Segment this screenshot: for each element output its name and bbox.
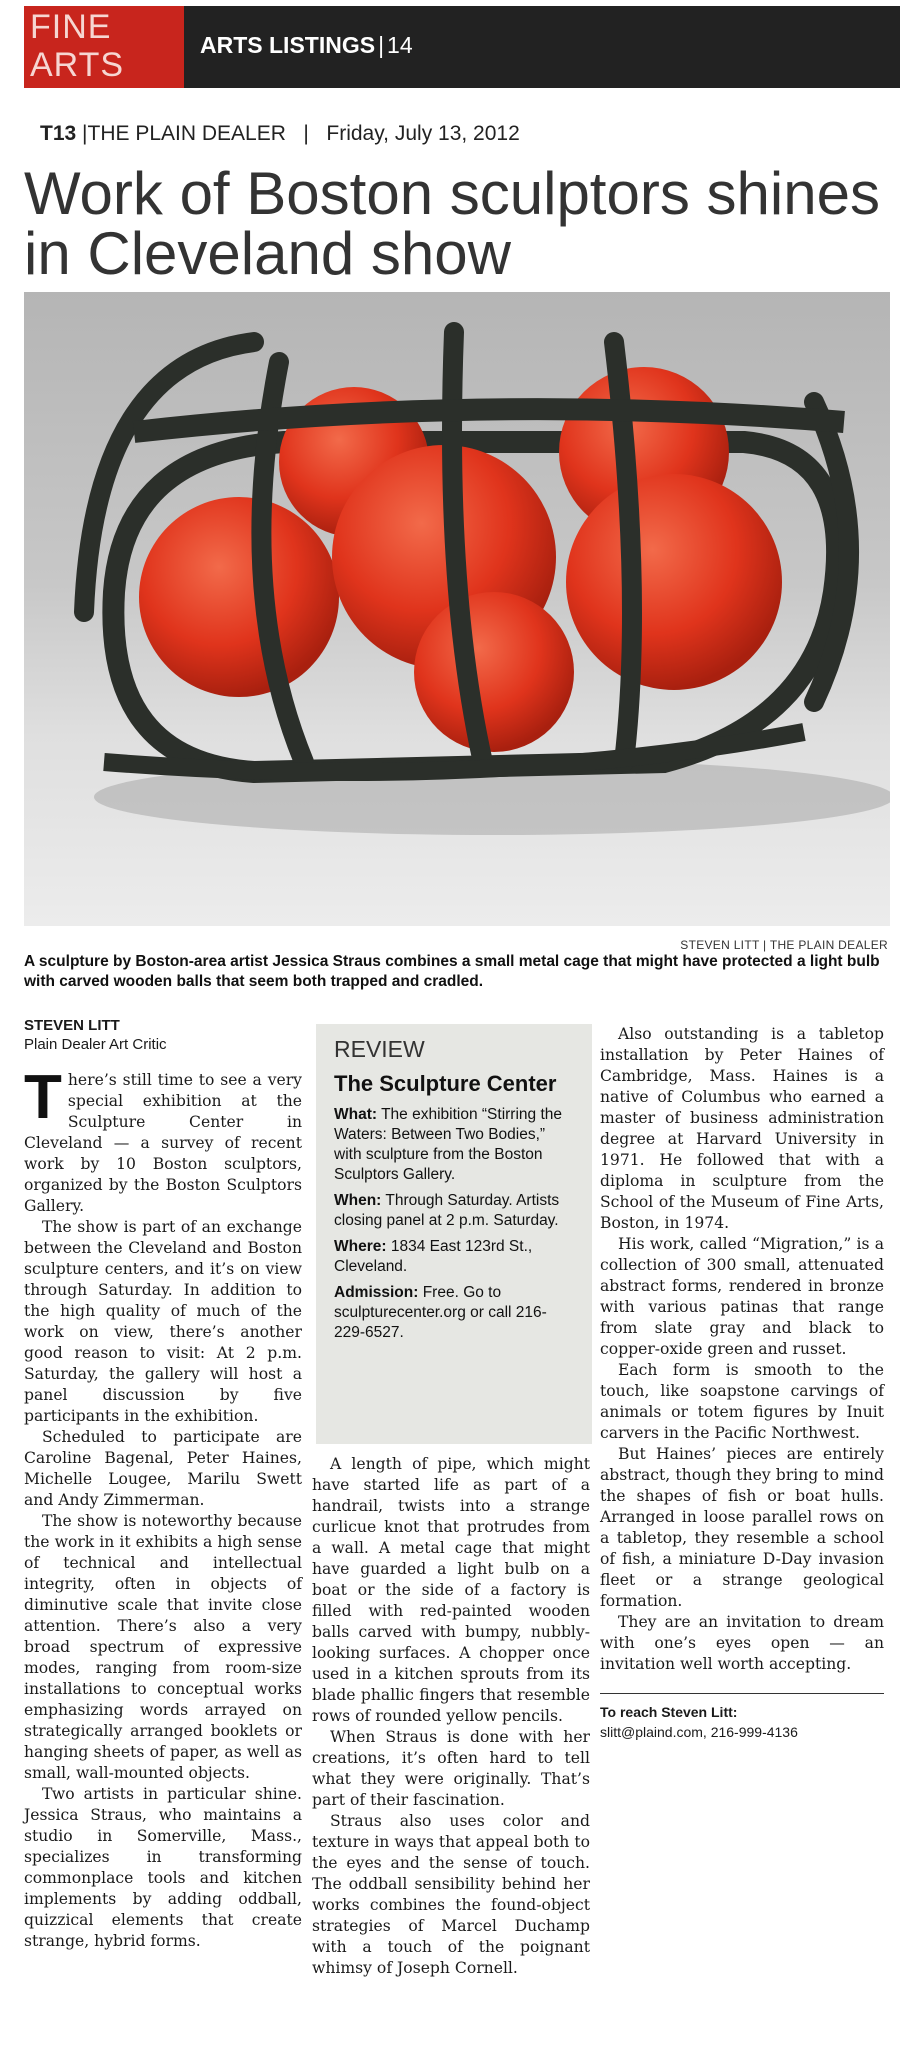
drop-cap: T <box>24 1063 62 1132</box>
paper-name: THE PLAIN DEALER <box>87 122 286 145</box>
article-paragraph: Straus also uses color and texture in ways that appeal both to the eyes and the sense of touch. The oddball sensibility behind her works combines the found-object strategies of Marcel Duchamp with a touch of the poignant whimsy of Joseph Cornell. <box>312 1812 590 1977</box>
logo-line-1: FINE <box>30 8 112 46</box>
article-paragraph: Each form is smooth to the touch, like soapstone carvings of animals or totem figures by Inuit carvers in the Pacific Northwest. <box>600 1361 884 1442</box>
sculpture-photo <box>24 292 890 926</box>
label: Where: <box>334 1238 387 1255</box>
article-paragraph: The show is noteworthy because the work in it exhibits a high sense of technical and intellectual integrity, often in objects of diminutive scale that invite close attention. There’s also a very broad spectrum of expressive modes, ranging from room-size installations to conceptual works emphasizing words arrayed on strategically arranged booklets or hanging sheets of paper, as well as small, wall-mounted objects. <box>24 1512 302 1782</box>
photo-credit: STEVEN LITT | THE PLAIN DEALER <box>680 938 888 952</box>
article-paragraph: Two artists in particular shine. Jessica Straus, who maintains a studio in Somerville, Mass., specializes in transforming commonplace tools and kitchen implements by adding oddball, quizzical elements that create strange, hybrid forms. <box>24 1785 302 1950</box>
divider: | <box>82 122 88 145</box>
label: Admission: <box>334 1284 419 1301</box>
headline: Work of Boston sculptors shines in Cleveland show <box>24 160 880 287</box>
review-where <box>334 1237 574 1277</box>
contact-heading: To reach Steven Litt: <box>600 1704 738 1720</box>
byline-title: Plain Dealer Art Critic <box>24 1036 167 1053</box>
article-column-2 <box>312 1454 590 1979</box>
section-title <box>200 32 413 59</box>
article-paragraph: A length of pipe, which might have started life as part of a handrail, twists into a strange curlicue knot that protrudes from a wall. A metal cage that might have guarded a light bulb on a boat or the side of a factory is filled with red-painted wooden balls carved with bumpy, nubbly-looking surfaces. A chopper once used in a kitchen sprouts from its blade phallic fingers that resemble rows of rounded yellow pencils. <box>312 1455 590 1725</box>
byline-name: STEVEN LITT <box>24 1017 120 1034</box>
paragraph-text: here’s still time to see a very special exhibition at the Sculpture Center in Cleveland — a survey of recent work by 10 Boston sculptors, organized by the Boston Sculptors Gallery. <box>24 1071 302 1215</box>
article-column-1 <box>24 1016 302 1952</box>
article-paragraph: They are an invitation to dream with one’s eyes open — an invitation well worth accepting. <box>600 1613 884 1673</box>
review-kicker: REVIEW <box>334 1036 425 1062</box>
value: 1834 East 123rd St., Cleveland. <box>334 1238 533 1275</box>
page-code: T13 <box>40 122 77 145</box>
article-paragraph: But Haines’ pieces are entirely abstract, though they bring to mind the shapes of fish or boat hulls. Arranged in loose parallel rows on a tabletop, they resemble a school of fish, a miniature D-Day invasion fleet or a strange geological formation. <box>600 1445 884 1610</box>
sculpture-illustration <box>24 292 890 926</box>
logo-line-2: ARTS <box>30 46 125 84</box>
divider: | <box>291 122 321 145</box>
review-when <box>334 1191 574 1231</box>
article-paragraph: The show is part of an exchange between the Cleveland and Boston sculpture centers, and it’s on view through Saturday. In addition to the high quality of much of the work on view, there’s another good reason to visit: At 2 p.m. Saturday, the gallery will host a panel discussion by five participants in the exhibition. <box>24 1218 302 1425</box>
review-info-box <box>316 1024 592 1444</box>
label: What: <box>334 1106 378 1123</box>
review-venue-title: The Sculpture Center <box>334 1071 557 1096</box>
article-paragraph: Scheduled to participate are Caroline Bagenal, Peter Haines, Michelle Lougee, Marilu Swett and Andy Zimmerman. <box>24 1428 302 1509</box>
section-name: ARTS LISTINGS <box>200 32 376 58</box>
publication-date: Friday, July 13, 2012 <box>326 122 520 145</box>
review-admission <box>334 1283 574 1343</box>
author-contact <box>600 1693 884 1742</box>
label: When: <box>334 1192 382 1209</box>
value: Free. Go to sculpturecenter.org or call 216-229-6527. <box>334 1284 547 1341</box>
article-column-3 <box>600 1024 884 1742</box>
section-header-bar <box>24 6 900 88</box>
value: Through Saturday. Artists closing panel at 2 p.m. Saturday. <box>334 1192 560 1229</box>
value: The exhibition “Stirring the Waters: Between Two Bodies,” with sculpture from the Boston Sculptors Gallery. <box>334 1106 562 1183</box>
photo-caption: A sculpture by Boston-area artist Jessica Straus combines a small metal cage that might have protected a light bulb with carved wooden balls that seem both trapped and cradled. <box>24 953 880 990</box>
section-page-number: 14 <box>387 32 413 58</box>
divider: | <box>378 32 385 58</box>
dateline <box>40 122 520 146</box>
fine-arts-logo <box>24 6 184 88</box>
article-paragraph: Also outstanding is a tabletop installation by Peter Haines of Cambridge, Mass. Haines is a native of Columbus who earned a master of business administration degree at Harvard University in 1971. He followed that with a diploma in sculpture from the School of the Museum of Fine Arts, Boston, in 1974. <box>600 1025 884 1232</box>
review-what <box>334 1105 574 1185</box>
article-paragraph: When Straus is done with her creations, it’s often hard to tell what they were originally. That’s part of their fascination. <box>312 1728 590 1809</box>
article-paragraph: His work, called “Migration,” is a collection of 300 small, attenuated abstract forms, rendered in bronze with various patinas that range from slate gray and black to copper-oxide green and russet. <box>600 1235 884 1358</box>
contact-details: slitt@plaind.com, 216-999-4136 <box>600 1724 798 1740</box>
article-paragraph <box>24 1063 302 1217</box>
